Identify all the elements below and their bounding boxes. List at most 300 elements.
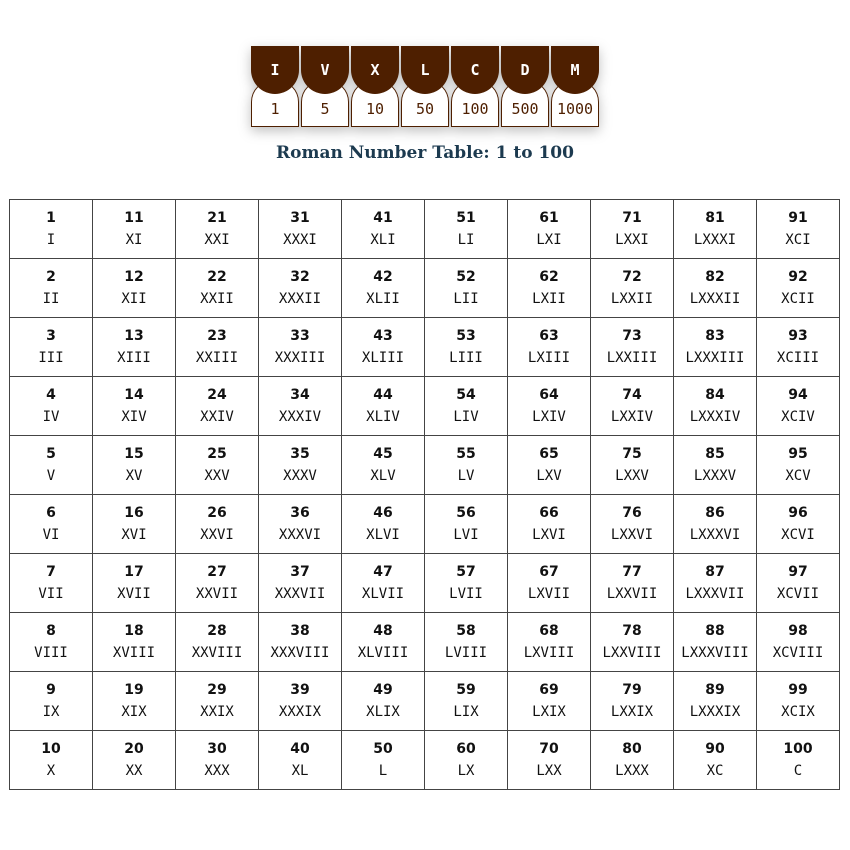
legend-symbol: D xyxy=(501,46,549,94)
roman-numeral: XXXIII xyxy=(274,350,326,366)
roman-numeral: XLIV xyxy=(366,409,400,425)
page-title: Roman Number Table: 1 to 100 xyxy=(276,143,574,163)
arabic-number: 86 xyxy=(705,505,725,521)
roman-numeral: VI xyxy=(42,527,60,543)
table-cell xyxy=(674,377,757,436)
arabic-number: 59 xyxy=(456,682,476,698)
roman-numeral: LXXIV xyxy=(610,409,654,425)
table-cell xyxy=(176,554,259,613)
table-row xyxy=(10,495,840,554)
arabic-number: 3 xyxy=(46,328,56,344)
arabic-number: 51 xyxy=(456,210,476,226)
table-cell xyxy=(342,259,425,318)
roman-numeral: LXXXVIII xyxy=(681,645,749,661)
table-cell xyxy=(342,436,425,495)
arabic-number: 16 xyxy=(124,505,144,521)
arabic-number: 49 xyxy=(373,682,393,698)
arabic-number: 72 xyxy=(622,269,642,285)
table-cell xyxy=(674,672,757,731)
table-row xyxy=(10,672,840,731)
legend-value: 1000 xyxy=(556,100,594,118)
table-cell xyxy=(425,731,508,790)
roman-numeral: XLII xyxy=(366,291,400,307)
arabic-number: 22 xyxy=(207,269,227,285)
table-cell xyxy=(176,377,259,436)
legend-value: 5 xyxy=(320,100,330,118)
table-cell xyxy=(10,672,93,731)
arabic-number: 11 xyxy=(124,210,144,226)
arabic-number: 84 xyxy=(705,387,725,403)
roman-numeral: V xyxy=(46,468,56,484)
roman-numeral: LXXI xyxy=(615,232,649,248)
roman-numeral: XL xyxy=(291,763,309,779)
roman-numeral: LXXVII xyxy=(606,586,658,602)
arabic-number: 38 xyxy=(290,623,310,639)
arabic-number: 27 xyxy=(207,564,227,580)
arabic-number: 50 xyxy=(373,741,393,757)
table-row xyxy=(10,259,840,318)
roman-numeral: LXIII xyxy=(527,350,571,366)
legend-symbol: I xyxy=(251,46,299,94)
roman-numeral: C xyxy=(793,763,803,779)
arabic-number: 36 xyxy=(290,505,310,521)
roman-numeral: XXVIII xyxy=(191,645,243,661)
table-cell xyxy=(342,318,425,377)
table-cell xyxy=(425,672,508,731)
roman-numeral: LVIII xyxy=(444,645,488,661)
table-cell xyxy=(259,200,342,259)
legend-symbol: V xyxy=(301,46,349,94)
legend-value: 500 xyxy=(511,100,539,118)
arabic-number: 19 xyxy=(124,682,144,698)
roman-numeral: XXXIV xyxy=(278,409,322,425)
table-cell xyxy=(93,554,176,613)
table-cell xyxy=(259,495,342,554)
roman-numeral: II xyxy=(42,291,60,307)
table-cell xyxy=(674,554,757,613)
table-cell xyxy=(757,200,840,259)
legend-symbol: C xyxy=(451,46,499,94)
legend-value: 50 xyxy=(415,100,435,118)
arabic-number: 17 xyxy=(124,564,144,580)
roman-numeral: LXVIII xyxy=(523,645,575,661)
arabic-number: 56 xyxy=(456,505,476,521)
roman-numeral: LXI xyxy=(536,232,562,248)
table-cell xyxy=(591,672,674,731)
roman-numeral: XVI xyxy=(121,527,147,543)
roman-numeral: XXVI xyxy=(200,527,234,543)
arabic-number: 35 xyxy=(290,446,310,462)
arabic-number: 85 xyxy=(705,446,725,462)
table-cell xyxy=(10,200,93,259)
arabic-number: 52 xyxy=(456,269,476,285)
roman-numeral: XXXI xyxy=(283,232,317,248)
roman-numeral: XXXII xyxy=(278,291,322,307)
arabic-number: 60 xyxy=(456,741,476,757)
roman-numeral: I xyxy=(46,232,56,248)
arabic-number: 80 xyxy=(622,741,642,757)
roman-numeral: X xyxy=(46,763,56,779)
legend-key xyxy=(301,46,349,126)
roman-numeral: LXIX xyxy=(532,704,566,720)
arabic-number: 20 xyxy=(124,741,144,757)
roman-numeral: XIX xyxy=(121,704,147,720)
arabic-number: 25 xyxy=(207,446,227,462)
table-cell xyxy=(425,613,508,672)
roman-symbol-legend xyxy=(251,46,599,126)
roman-numeral: XXX xyxy=(204,763,230,779)
arabic-number: 70 xyxy=(539,741,559,757)
arabic-number: 23 xyxy=(207,328,227,344)
arabic-number: 99 xyxy=(788,682,808,698)
table-cell xyxy=(757,318,840,377)
roman-numeral: L xyxy=(378,763,388,779)
arabic-number: 2 xyxy=(46,269,56,285)
table-cell xyxy=(93,200,176,259)
roman-numeral: XXXVI xyxy=(278,527,322,543)
roman-numeral: XCI xyxy=(785,232,811,248)
arabic-number: 48 xyxy=(373,623,393,639)
table-cell xyxy=(674,200,757,259)
roman-numeral: XXIV xyxy=(200,409,234,425)
table-cell xyxy=(176,672,259,731)
arabic-number: 82 xyxy=(705,269,725,285)
roman-numeral: XCIX xyxy=(781,704,815,720)
arabic-number: 1 xyxy=(46,210,56,226)
legend-key xyxy=(451,46,499,126)
arabic-number: 28 xyxy=(207,623,227,639)
roman-numeral: XLVIII xyxy=(357,645,409,661)
arabic-number: 41 xyxy=(373,210,393,226)
table-cell xyxy=(591,613,674,672)
arabic-number: 58 xyxy=(456,623,476,639)
arabic-number: 7 xyxy=(46,564,56,580)
table-cell xyxy=(425,318,508,377)
table-cell xyxy=(342,377,425,436)
arabic-number: 100 xyxy=(783,741,813,757)
arabic-number: 40 xyxy=(290,741,310,757)
roman-numeral: VIII xyxy=(34,645,68,661)
table-cell xyxy=(757,613,840,672)
arabic-number: 34 xyxy=(290,387,310,403)
arabic-number: 54 xyxy=(456,387,476,403)
arabic-number: 62 xyxy=(539,269,559,285)
table-cell xyxy=(674,495,757,554)
table-cell xyxy=(425,377,508,436)
arabic-number: 89 xyxy=(705,682,725,698)
roman-numeral: LXXXIX xyxy=(689,704,741,720)
roman-numeral: LIII xyxy=(449,350,483,366)
roman-numeral: LXV xyxy=(536,468,562,484)
arabic-number: 76 xyxy=(622,505,642,521)
table-cell xyxy=(591,495,674,554)
table-cell xyxy=(425,495,508,554)
roman-numeral: LVI xyxy=(453,527,479,543)
table-cell xyxy=(93,318,176,377)
table-cell xyxy=(10,613,93,672)
legend-value: 10 xyxy=(365,100,385,118)
table-cell xyxy=(176,318,259,377)
table-cell xyxy=(757,495,840,554)
table-cell xyxy=(259,554,342,613)
table-row xyxy=(10,377,840,436)
roman-numeral: IV xyxy=(42,409,60,425)
arabic-number: 53 xyxy=(456,328,476,344)
arabic-number: 31 xyxy=(290,210,310,226)
roman-numeral: LXX xyxy=(536,763,562,779)
table-row xyxy=(10,613,840,672)
arabic-number: 88 xyxy=(705,623,725,639)
arabic-number: 44 xyxy=(373,387,393,403)
arabic-number: 68 xyxy=(539,623,559,639)
arabic-number: 4 xyxy=(46,387,56,403)
roman-numeral: LXXXIII xyxy=(685,350,745,366)
roman-numeral: XIII xyxy=(117,350,151,366)
table-cell xyxy=(10,731,93,790)
table-cell xyxy=(10,495,93,554)
arabic-number: 77 xyxy=(622,564,642,580)
table-cell xyxy=(674,259,757,318)
table-cell xyxy=(757,554,840,613)
arabic-number: 10 xyxy=(41,741,61,757)
arabic-number: 90 xyxy=(705,741,725,757)
roman-numeral: LXVII xyxy=(527,586,571,602)
arabic-number: 8 xyxy=(46,623,56,639)
roman-numeral: LXXXVII xyxy=(685,586,745,602)
legend-key xyxy=(401,46,449,126)
roman-numeral: XXI xyxy=(204,232,230,248)
roman-numeral: LXXXII xyxy=(689,291,741,307)
roman-numeral: LXXXV xyxy=(693,468,737,484)
roman-numeral: LV xyxy=(457,468,475,484)
table-row xyxy=(10,731,840,790)
table-cell xyxy=(508,495,591,554)
arabic-number: 42 xyxy=(373,269,393,285)
table-cell xyxy=(10,554,93,613)
table-cell xyxy=(259,259,342,318)
table-cell xyxy=(591,731,674,790)
table-cell xyxy=(508,436,591,495)
roman-numeral: XLVI xyxy=(366,527,400,543)
table-cell xyxy=(342,495,425,554)
roman-numeral: XXVII xyxy=(195,586,239,602)
roman-numeral: LXII xyxy=(532,291,566,307)
arabic-number: 45 xyxy=(373,446,393,462)
arabic-number: 73 xyxy=(622,328,642,344)
table-cell xyxy=(757,731,840,790)
roman-numeral: LXXVIII xyxy=(602,645,662,661)
roman-numeral: LVII xyxy=(449,586,483,602)
legend-key xyxy=(351,46,399,126)
table-cell xyxy=(93,436,176,495)
legend-value: 1 xyxy=(270,100,280,118)
arabic-number: 71 xyxy=(622,210,642,226)
arabic-number: 75 xyxy=(622,446,642,462)
roman-numeral: XLV xyxy=(370,468,396,484)
arabic-number: 93 xyxy=(788,328,808,344)
table-cell xyxy=(342,554,425,613)
roman-number-table xyxy=(9,199,840,790)
roman-numeral: XCVI xyxy=(781,527,815,543)
arabic-number: 66 xyxy=(539,505,559,521)
arabic-number: 43 xyxy=(373,328,393,344)
table-cell xyxy=(10,259,93,318)
roman-numeral: XC xyxy=(706,763,724,779)
arabic-number: 33 xyxy=(290,328,310,344)
legend-symbol: M xyxy=(551,46,599,94)
roman-numeral: LX xyxy=(457,763,475,779)
roman-numeral: XCIV xyxy=(781,409,815,425)
table-cell xyxy=(757,672,840,731)
roman-numeral: LXXXI xyxy=(693,232,737,248)
arabic-number: 46 xyxy=(373,505,393,521)
roman-numeral: LXXVI xyxy=(610,527,654,543)
table-cell xyxy=(176,731,259,790)
arabic-number: 14 xyxy=(124,387,144,403)
arabic-number: 92 xyxy=(788,269,808,285)
table-cell xyxy=(10,318,93,377)
roman-numeral: XLI xyxy=(370,232,396,248)
table-row xyxy=(10,200,840,259)
table-cell xyxy=(93,672,176,731)
roman-numeral: LXXV xyxy=(615,468,649,484)
table-cell xyxy=(757,377,840,436)
table-cell xyxy=(591,436,674,495)
arabic-number: 78 xyxy=(622,623,642,639)
arabic-number: 13 xyxy=(124,328,144,344)
arabic-number: 79 xyxy=(622,682,642,698)
table-cell xyxy=(674,613,757,672)
arabic-number: 12 xyxy=(124,269,144,285)
arabic-number: 64 xyxy=(539,387,559,403)
table-cell xyxy=(176,200,259,259)
table-cell xyxy=(508,672,591,731)
arabic-number: 15 xyxy=(124,446,144,462)
table-cell xyxy=(10,377,93,436)
table-cell xyxy=(591,377,674,436)
table-cell xyxy=(259,318,342,377)
roman-numeral: LXXIX xyxy=(610,704,654,720)
table-cell xyxy=(757,259,840,318)
arabic-number: 26 xyxy=(207,505,227,521)
table-row xyxy=(10,554,840,613)
arabic-number: 98 xyxy=(788,623,808,639)
arabic-number: 65 xyxy=(539,446,559,462)
table-cell xyxy=(674,318,757,377)
table-cell xyxy=(342,731,425,790)
table-row xyxy=(10,436,840,495)
table-cell xyxy=(176,495,259,554)
table-cell xyxy=(508,259,591,318)
table-cell xyxy=(591,318,674,377)
roman-numeral: XCVII xyxy=(776,586,820,602)
table-cell xyxy=(176,613,259,672)
roman-numeral: LIV xyxy=(453,409,479,425)
roman-numeral: XXXV xyxy=(283,468,317,484)
arabic-number: 18 xyxy=(124,623,144,639)
roman-numeral: XXXVII xyxy=(274,586,326,602)
roman-numeral: XLVII xyxy=(361,586,405,602)
arabic-number: 30 xyxy=(207,741,227,757)
arabic-number: 37 xyxy=(290,564,310,580)
table-cell xyxy=(508,377,591,436)
arabic-number: 83 xyxy=(705,328,725,344)
table-cell xyxy=(93,259,176,318)
arabic-number: 32 xyxy=(290,269,310,285)
arabic-number: 97 xyxy=(788,564,808,580)
arabic-number: 87 xyxy=(705,564,725,580)
arabic-number: 29 xyxy=(207,682,227,698)
legend-key xyxy=(501,46,549,126)
table-cell xyxy=(259,672,342,731)
arabic-number: 81 xyxy=(705,210,725,226)
roman-numeral: LII xyxy=(453,291,479,307)
arabic-number: 94 xyxy=(788,387,808,403)
roman-numeral: XXIX xyxy=(200,704,234,720)
roman-numeral: XLIII xyxy=(361,350,405,366)
roman-numeral: LIX xyxy=(453,704,479,720)
roman-numeral: XVIII xyxy=(112,645,156,661)
roman-numeral: XXV xyxy=(204,468,230,484)
arabic-number: 96 xyxy=(788,505,808,521)
legend-key xyxy=(551,46,599,126)
roman-numeral: XXIII xyxy=(195,350,239,366)
roman-numeral: LXXIII xyxy=(606,350,658,366)
table-cell xyxy=(342,200,425,259)
roman-numeral: III xyxy=(38,350,64,366)
roman-numeral: XXXIX xyxy=(278,704,322,720)
roman-numeral: LXXXIV xyxy=(689,409,741,425)
table-cell xyxy=(10,436,93,495)
table-cell xyxy=(591,200,674,259)
table-cell xyxy=(425,200,508,259)
arabic-number: 21 xyxy=(207,210,227,226)
arabic-number: 95 xyxy=(788,446,808,462)
legend-symbol: L xyxy=(401,46,449,94)
table-cell xyxy=(176,436,259,495)
table-cell xyxy=(259,613,342,672)
roman-numeral: LXXX xyxy=(615,763,649,779)
roman-numeral: XLIX xyxy=(366,704,400,720)
table-cell xyxy=(757,436,840,495)
table-cell xyxy=(93,731,176,790)
roman-numeral: XCV xyxy=(785,468,811,484)
arabic-number: 5 xyxy=(46,446,56,462)
roman-numeral: XV xyxy=(125,468,143,484)
roman-numeral: XCIII xyxy=(776,350,820,366)
table-cell xyxy=(591,259,674,318)
table-cell xyxy=(508,554,591,613)
roman-numeral: XII xyxy=(121,291,147,307)
arabic-number: 74 xyxy=(622,387,642,403)
arabic-number: 91 xyxy=(788,210,808,226)
table-cell xyxy=(425,259,508,318)
roman-numeral: LI xyxy=(457,232,475,248)
arabic-number: 55 xyxy=(456,446,476,462)
roman-numeral: VII xyxy=(38,586,64,602)
table-cell xyxy=(508,613,591,672)
arabic-number: 6 xyxy=(46,505,56,521)
roman-numeral: XIV xyxy=(121,409,147,425)
table-cell xyxy=(674,731,757,790)
arabic-number: 9 xyxy=(46,682,56,698)
table-cell xyxy=(93,377,176,436)
arabic-number: 47 xyxy=(373,564,393,580)
table-cell xyxy=(591,554,674,613)
table-cell xyxy=(93,613,176,672)
roman-numeral: XXXVIII xyxy=(270,645,330,661)
table-cell xyxy=(259,377,342,436)
